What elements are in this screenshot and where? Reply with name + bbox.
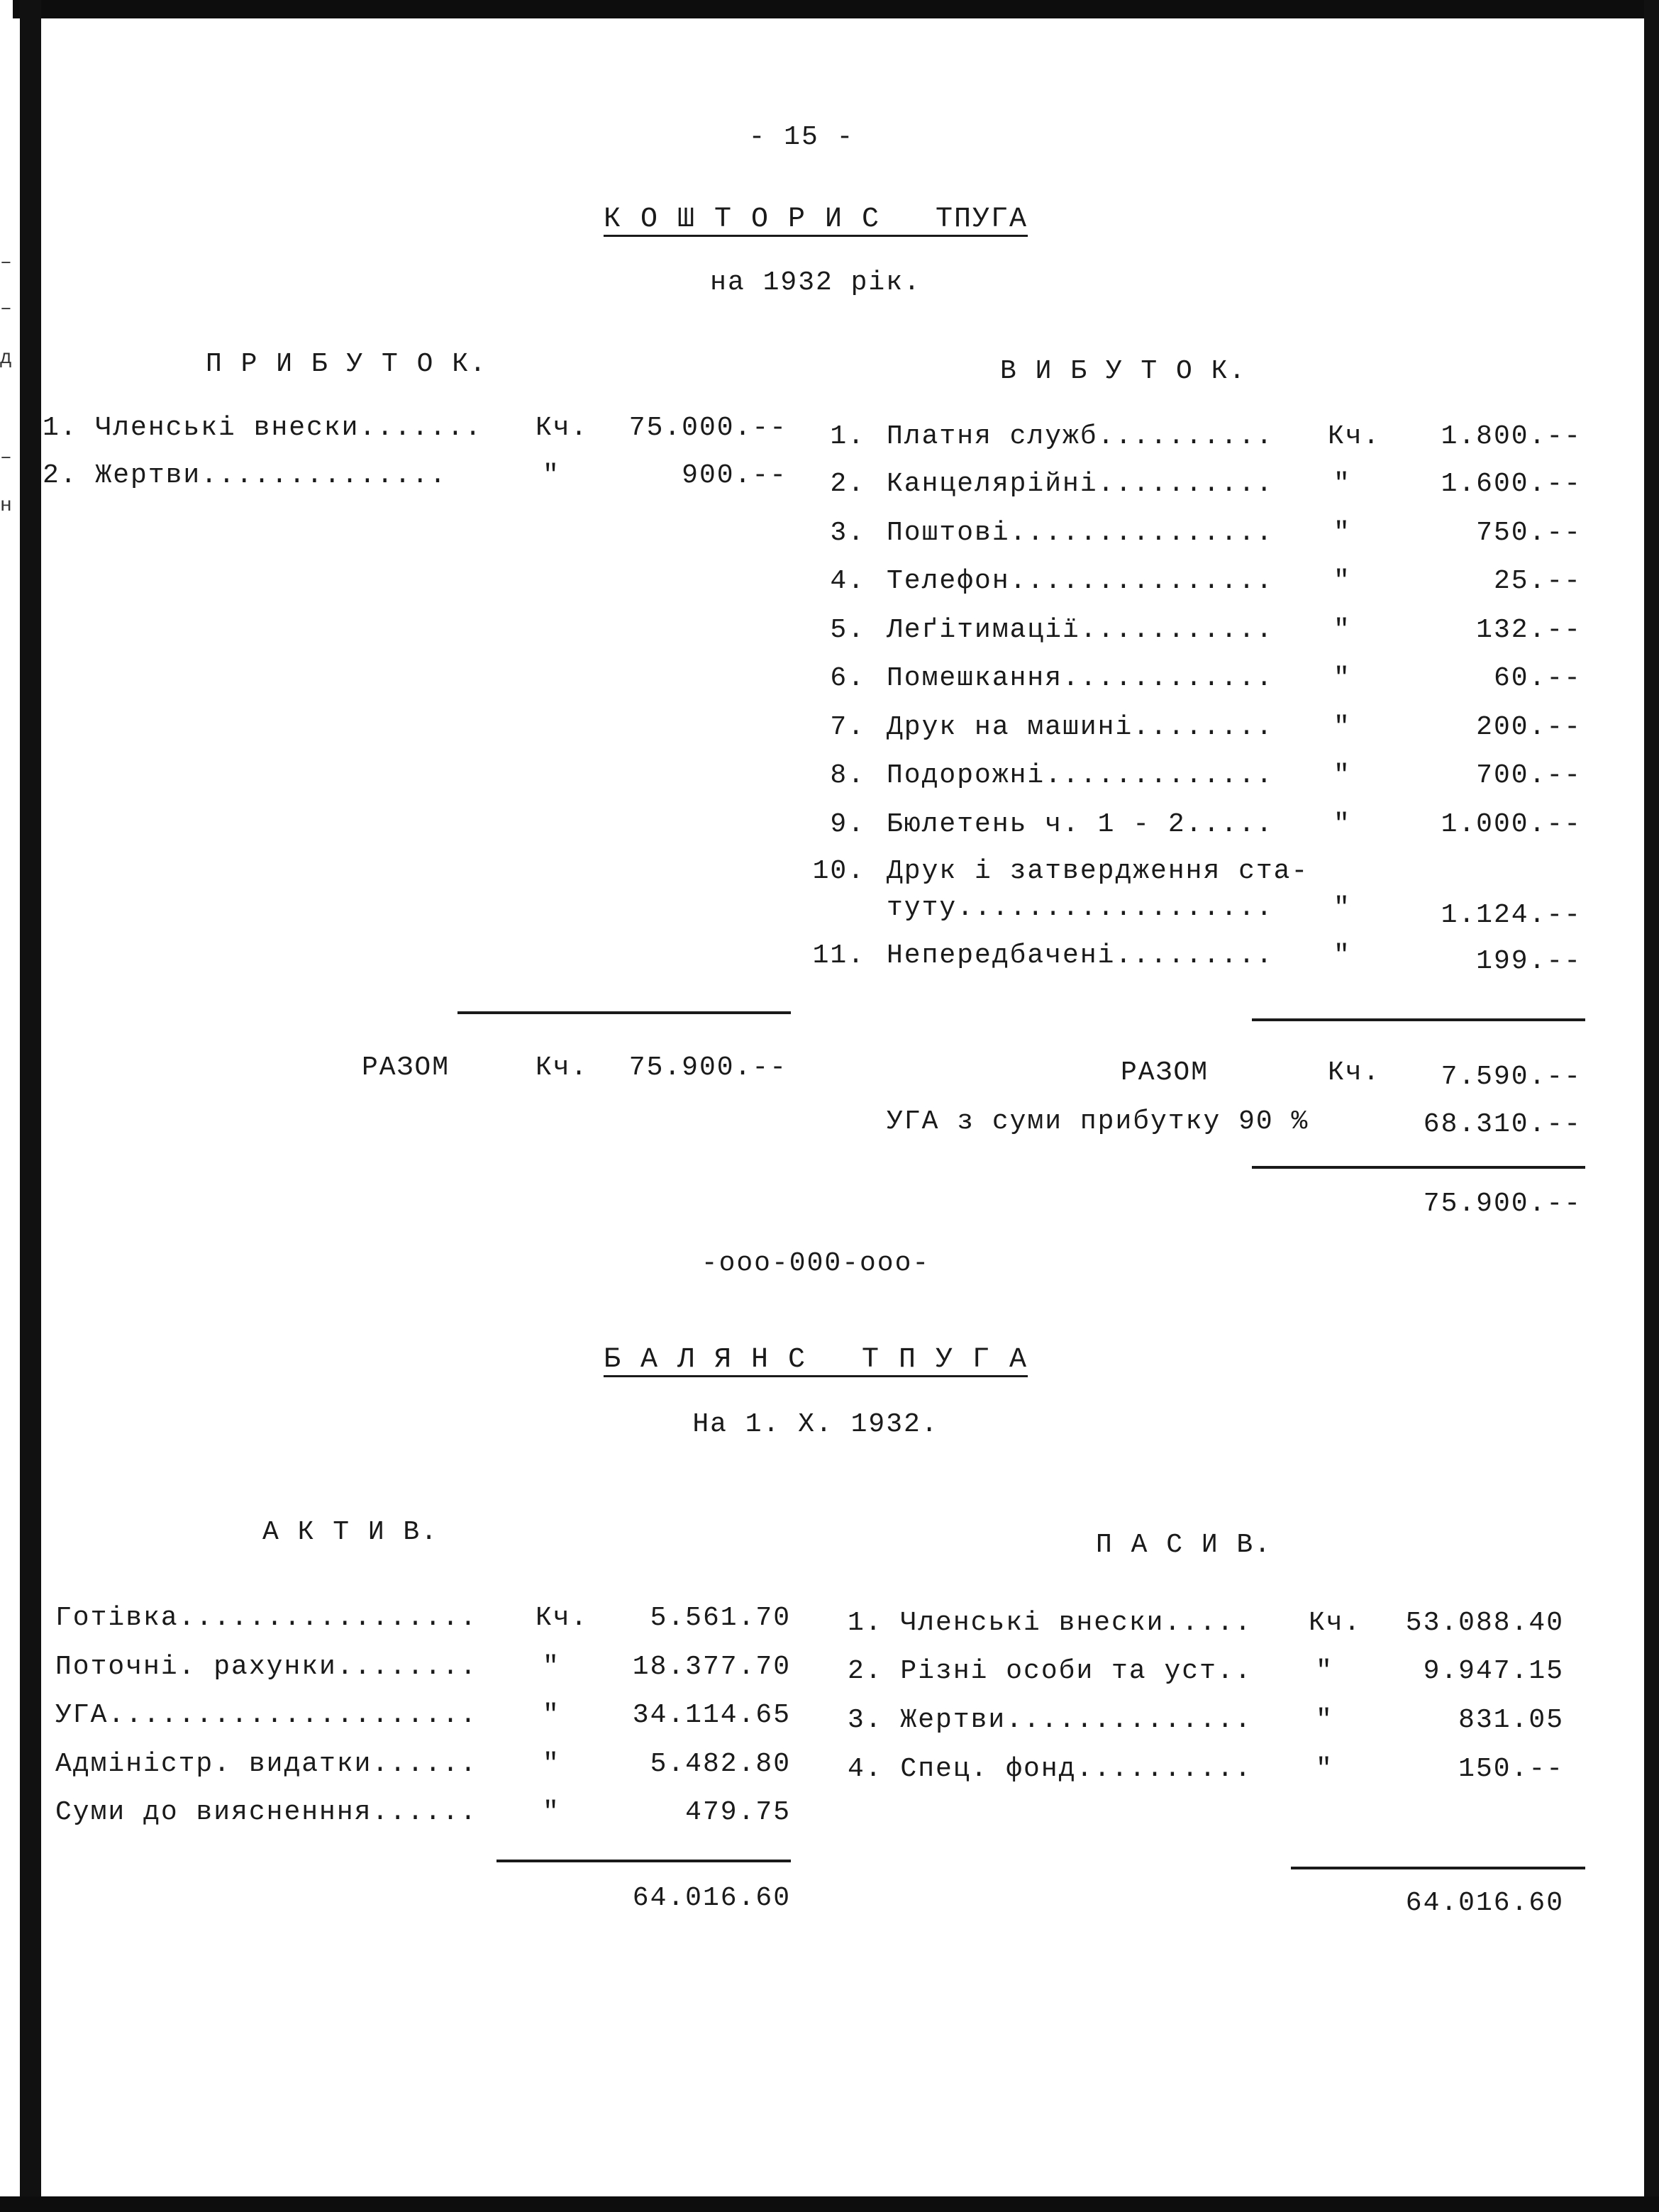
expense-item-amount: 25.-- (1493, 566, 1582, 596)
asset-item-amount: 5.482.80 (650, 1749, 791, 1779)
asset-item-amount: 18.377.70 (632, 1652, 791, 1682)
expense-item-amount: 199.-- (1476, 946, 1582, 977)
asset-item-label: УГА..................... (55, 1700, 478, 1730)
expense-item-currency: " (1333, 469, 1351, 499)
expense-item-number: 10. (812, 856, 865, 887)
asset-item-amount: 479.75 (685, 1797, 791, 1828)
expense-total-label: РАЗОМ (1121, 1057, 1209, 1088)
asset-item-amount: 5.561.70 (650, 1603, 791, 1633)
expense-total-currency: Кч. (1328, 1057, 1381, 1088)
liability-item-currency: " (1316, 1656, 1333, 1686)
expense-item-number: 2. (830, 469, 865, 499)
expense-item-amount: 200.-- (1476, 712, 1582, 743)
margin-mark: – (0, 252, 12, 274)
expense-item-label: Леґітимації........... (887, 615, 1274, 645)
scan-frame-left-margin (0, 0, 13, 2212)
asset-item-currency: " (543, 1797, 560, 1828)
expense-item-number: 9. (830, 809, 865, 840)
income-total-amount: 75.900.-- (628, 1052, 787, 1083)
liability-item-label: 4. Спец. фонд.......... (848, 1754, 1253, 1784)
expense-item-number: 1. (830, 421, 865, 452)
expense-item-amount: 1.600.-- (1441, 469, 1582, 499)
expense-item-number: 8. (830, 760, 865, 791)
expense-item-currency: " (1333, 663, 1351, 694)
income-total-label: РАЗОМ (362, 1052, 450, 1083)
budget-grand-total: 75.900.-- (1423, 1189, 1582, 1219)
grand-total-rule (1252, 1166, 1585, 1169)
expense-item-currency: " (1333, 760, 1351, 791)
asset-item-label: Адміністр. видатки...... (55, 1749, 478, 1779)
uga-share-label: УГА з суми прибутку 90 % (887, 1106, 1309, 1137)
liabilities-total-rule (1291, 1867, 1585, 1869)
expense-item-amount: 132.-- (1476, 615, 1582, 645)
expense-item-currency: " (1333, 518, 1351, 548)
expense-item-currency: " (1333, 712, 1351, 743)
expense-item-label: Бюлетень ч. 1 - 2..... (887, 809, 1274, 840)
section-separator: -ооо-000-ооо- (701, 1248, 931, 1279)
asset-item-currency: " (543, 1700, 560, 1730)
assets-heading: А К Т И В. (262, 1517, 439, 1547)
expense-item-amount: 1.800.-- (1441, 421, 1582, 452)
uga-share-amount: 68.310.-- (1423, 1109, 1582, 1140)
scan-frame-right (1644, 0, 1659, 2212)
liability-item-amount: 53.088.40 (1405, 1608, 1564, 1638)
expense-item-label: Поштові............... (887, 518, 1274, 548)
asset-item-label: Готівка................. (55, 1603, 478, 1633)
expense-item-amount: 700.-- (1476, 760, 1582, 791)
expenses-heading: В И Б У Т О К. (1000, 356, 1247, 387)
asset-item-currency: Кч. (536, 1603, 589, 1633)
liability-item-amount: 150.-- (1458, 1754, 1564, 1784)
asset-item-currency: " (543, 1749, 560, 1779)
expense-item-currency: " (1333, 809, 1351, 840)
expense-item-label: Канцелярійні.......... (887, 469, 1274, 499)
scan-frame-top (0, 0, 1659, 18)
scan-frame-left-bar (20, 0, 41, 2212)
expense-item-label: Друк на машині........ (887, 712, 1274, 743)
margin-mark: н (0, 495, 12, 517)
expense-item-number: 11. (812, 940, 865, 971)
expense-item-number: 5. (830, 615, 865, 645)
expense-item-label: Телефон............... (887, 566, 1274, 596)
income-item-amount: 900.-- (682, 460, 787, 491)
expense-item-currency: " (1333, 940, 1351, 971)
liability-item-label: 1. Членські внески..... (848, 1608, 1253, 1638)
expense-item-currency: " (1333, 566, 1351, 596)
income-item-amount: 75.000.-- (628, 413, 787, 443)
assets-total: 64.016.60 (632, 1883, 791, 1913)
expense-item-currency: " (1333, 893, 1351, 923)
expense-item-label: Непередбачені......... (887, 940, 1274, 971)
expense-item-label: Друк і затвердження ста- (887, 856, 1309, 887)
expense-item-amount: 1.124.-- (1441, 900, 1582, 930)
liability-item-label: 2. Різні особи та уст.. (848, 1656, 1253, 1686)
income-item-label: 1. Членські внески....... (43, 413, 483, 443)
expense-item-label: Подорожні............. (887, 760, 1274, 791)
margin-mark: – (0, 298, 12, 320)
expense-item-number: 6. (830, 663, 865, 694)
expense-item-label-continued: туту.................. (887, 893, 1274, 923)
income-total-currency: Кч. (536, 1052, 589, 1083)
expense-item-number: 3. (830, 518, 865, 548)
expense-item-number: 4. (830, 566, 865, 596)
expense-total-amount: 7.590.-- (1441, 1062, 1582, 1092)
expense-item-amount: 60.-- (1493, 663, 1582, 694)
margin-mark: д (0, 348, 12, 369)
liability-item-amount: 831.05 (1458, 1705, 1564, 1735)
asset-item-amount: 34.114.65 (632, 1700, 791, 1730)
income-item-currency: " (543, 460, 560, 491)
liabilities-total: 64.016.60 (1405, 1888, 1564, 1918)
expense-item-currency: " (1333, 615, 1351, 645)
expense-item-label: Платня служб.......... (887, 421, 1274, 452)
income-item-currency: Кч. (536, 413, 589, 443)
liability-item-currency: " (1316, 1754, 1333, 1784)
assets-total-rule (496, 1860, 791, 1862)
balance-subtitle: На 1. Х. 1932. (692, 1409, 939, 1440)
expense-item-label: Помешкання............ (887, 663, 1274, 694)
asset-item-currency: " (543, 1652, 560, 1682)
income-total-rule (457, 1011, 791, 1014)
liabilities-heading: П А С И В. (1096, 1530, 1272, 1560)
budget-subtitle: на 1932 рік. (710, 267, 921, 298)
asset-item-label: Поточні. рахунки........ (55, 1652, 478, 1682)
liability-item-currency: Кч. (1309, 1608, 1362, 1638)
expense-total-rule (1252, 1018, 1585, 1021)
page-number: - 15 - (748, 122, 855, 152)
liability-item-currency: " (1316, 1705, 1333, 1735)
expense-item-amount: 750.-- (1476, 518, 1582, 548)
income-heading: П Р И Б У Т О К. (206, 349, 487, 379)
scan-frame-bottom (0, 2196, 1659, 2212)
liability-item-label: 3. Жертви.............. (848, 1705, 1253, 1735)
expense-item-currency: Кч. (1328, 421, 1381, 452)
liability-item-amount: 9.947.15 (1423, 1656, 1564, 1686)
expense-item-number: 7. (830, 712, 865, 743)
budget-title: К О Ш Т О Р И С ТПУГА (603, 204, 1028, 235)
income-item-label: 2. Жертви.............. (43, 460, 448, 491)
margin-mark: – (0, 447, 12, 469)
expense-item-amount: 1.000.-- (1441, 809, 1582, 840)
balance-title: Б А Л Я Н С Т П У Г А (603, 1344, 1028, 1376)
asset-item-label: Суми до виясненння...... (55, 1797, 478, 1828)
